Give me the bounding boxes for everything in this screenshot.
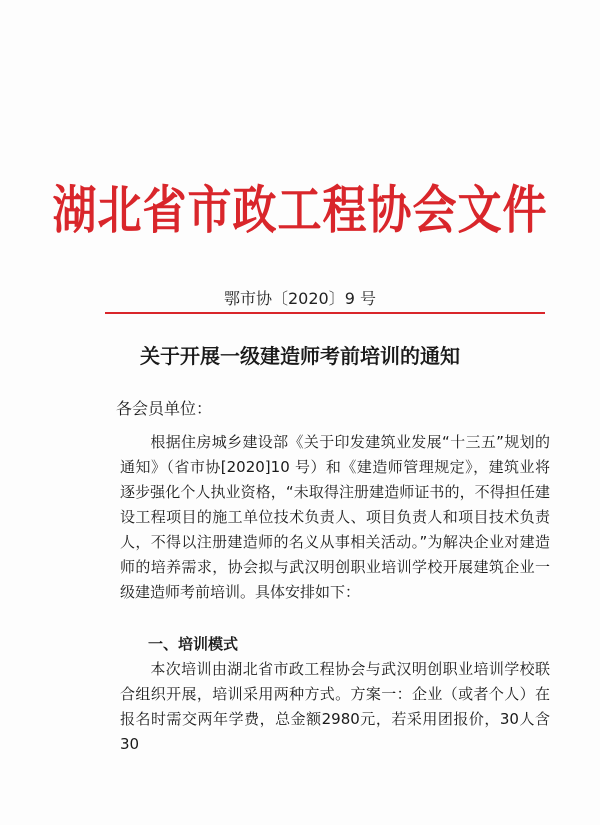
body-paragraph-2-text: 本次培训由湖北省市政工程协会与武汉明创职业培训学校联合组织开展，培训采用两种方式。方案一：企业（或者个人）在报名时需交两年学费，总金额2980元，若采用团报价，30人含30: [120, 660, 550, 753]
org-header-title: 湖北省市政工程协会文件: [52, 180, 548, 242]
header-divider: [105, 312, 545, 314]
body-paragraph-1-text: 根据住房城乡建设部《关于印发建筑业发展“十三五”规划的通知》（省市协[2020]10 号）和《建造师管理规定》，建筑业将逐步强化个人执业资格，“未取得注册建造师证书的，不得担任建设工程项目的施工单位技术负责人、项目负责人和项目技术负责人，不得以注册建造师的名义从事相关活动。”为解决企业对建造师的培养需求，协会拟与武汉明创职业培训学校开展建筑企业一级建造师考前培训。具体安排如下：: [120, 433, 550, 601]
section-heading-training-mode: 一、培训模式: [148, 635, 239, 653]
body-paragraph-1: [120, 430, 550, 605]
document-number: 鄂市协〔2020〕9 号: [224, 289, 376, 308]
notice-title: 关于开展一级建造师考前培训的通知: [140, 344, 460, 368]
salutation: 各会员单位：: [116, 399, 213, 418]
body-paragraph-2: [120, 657, 550, 757]
